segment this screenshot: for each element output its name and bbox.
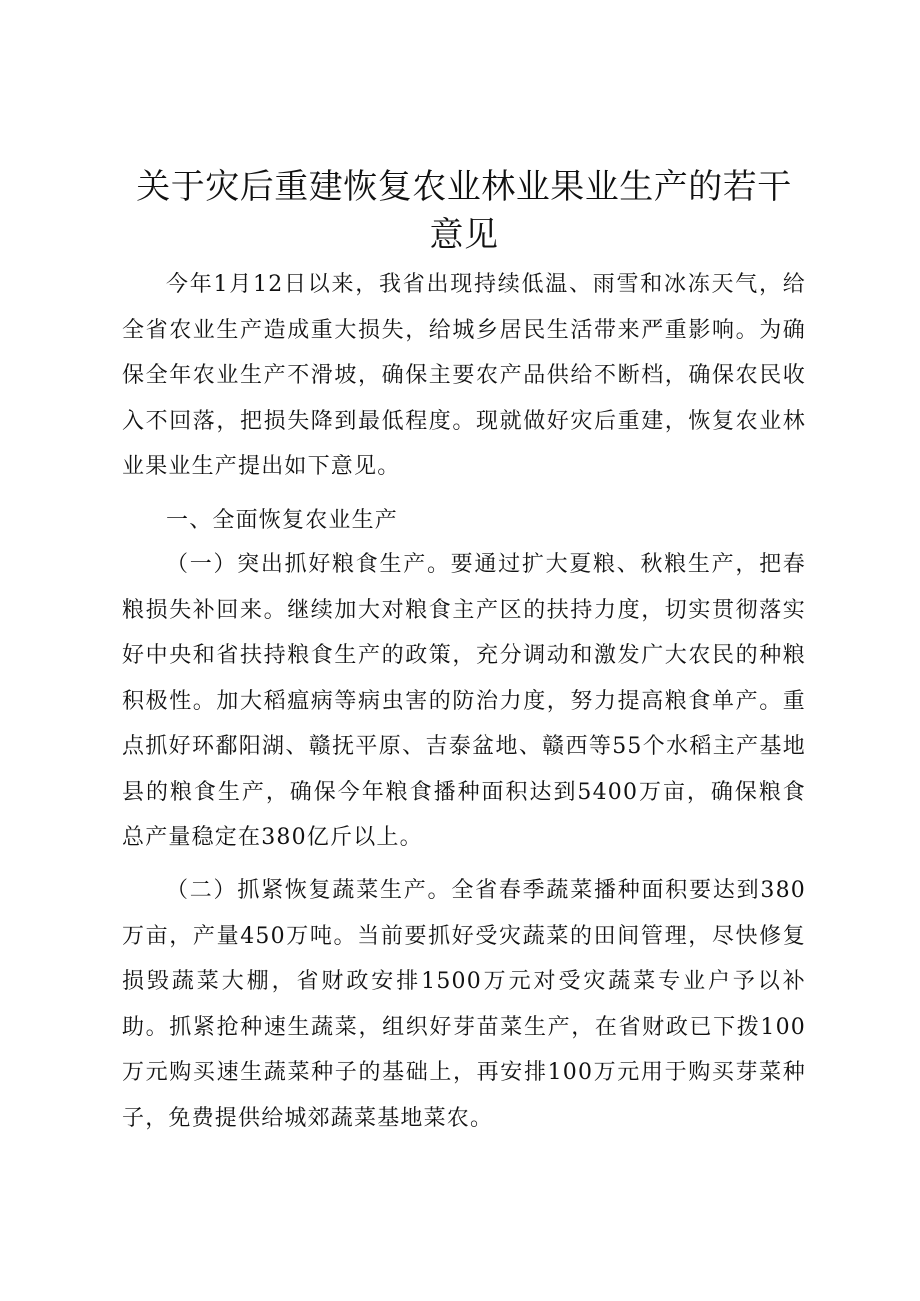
document-title: 关于灾后重建恢复农业林业果业生产的若干意见 [136,167,792,255]
vegetable-production-paragraph: （二）抓紧恢复蔬菜生产。全省春季蔬菜播种面积要达到380万亩，产量450万吨。当前要抓好受灾蔬菜的田间管理，尽快修复损毁蔬菜大棚，省财政安排1500万元对受灾蔬菜专业户予以补助。抓紧抢种速生蔬菜，组织好芽苗菜生产，在省财政已下拨100万元购买速生蔬菜种子的基础上，再安排100万元用于购买芽菜种子，免费提供给城郊蔬菜基地菜农。 [122,878,806,1131]
grain-production-paragraph: （一）突出抓好粮食生产。要通过扩大夏粮、秋粮生产，把春粮损失补回来。继续加大对粮食主产区的扶持力度，切实贯彻落实好中央和省扶持粮食生产的政策，充分调动和激发广大农民的种粮积极性。加大稻瘟病等病虫害的防治力度，努力提高粮食单产。重点抓好环鄱阳湖、赣抚平原、吉泰盆地、赣西等55个水稻主产基地县的粮食生产，确保今年粮食播种面积达到5400万亩，确保粮食总产量稳定在380亿斤以上。 [122,552,806,850]
section-heading: 一、全面恢复农业生产 [166,508,399,533]
intro-paragraph: 今年1月12日以来，我省出现持续低温、雨雪和冰冻天气，给全省农业生产造成重大损失，给城乡居民生活带来严重影响。为确保全年农业生产不滑坡，确保主要农产品供给不断档，确保农民收入不回落，把损失降到最低程度。现就做好灾后重建，恢复农业林业果业生产提出如下意见。 [122,272,806,479]
